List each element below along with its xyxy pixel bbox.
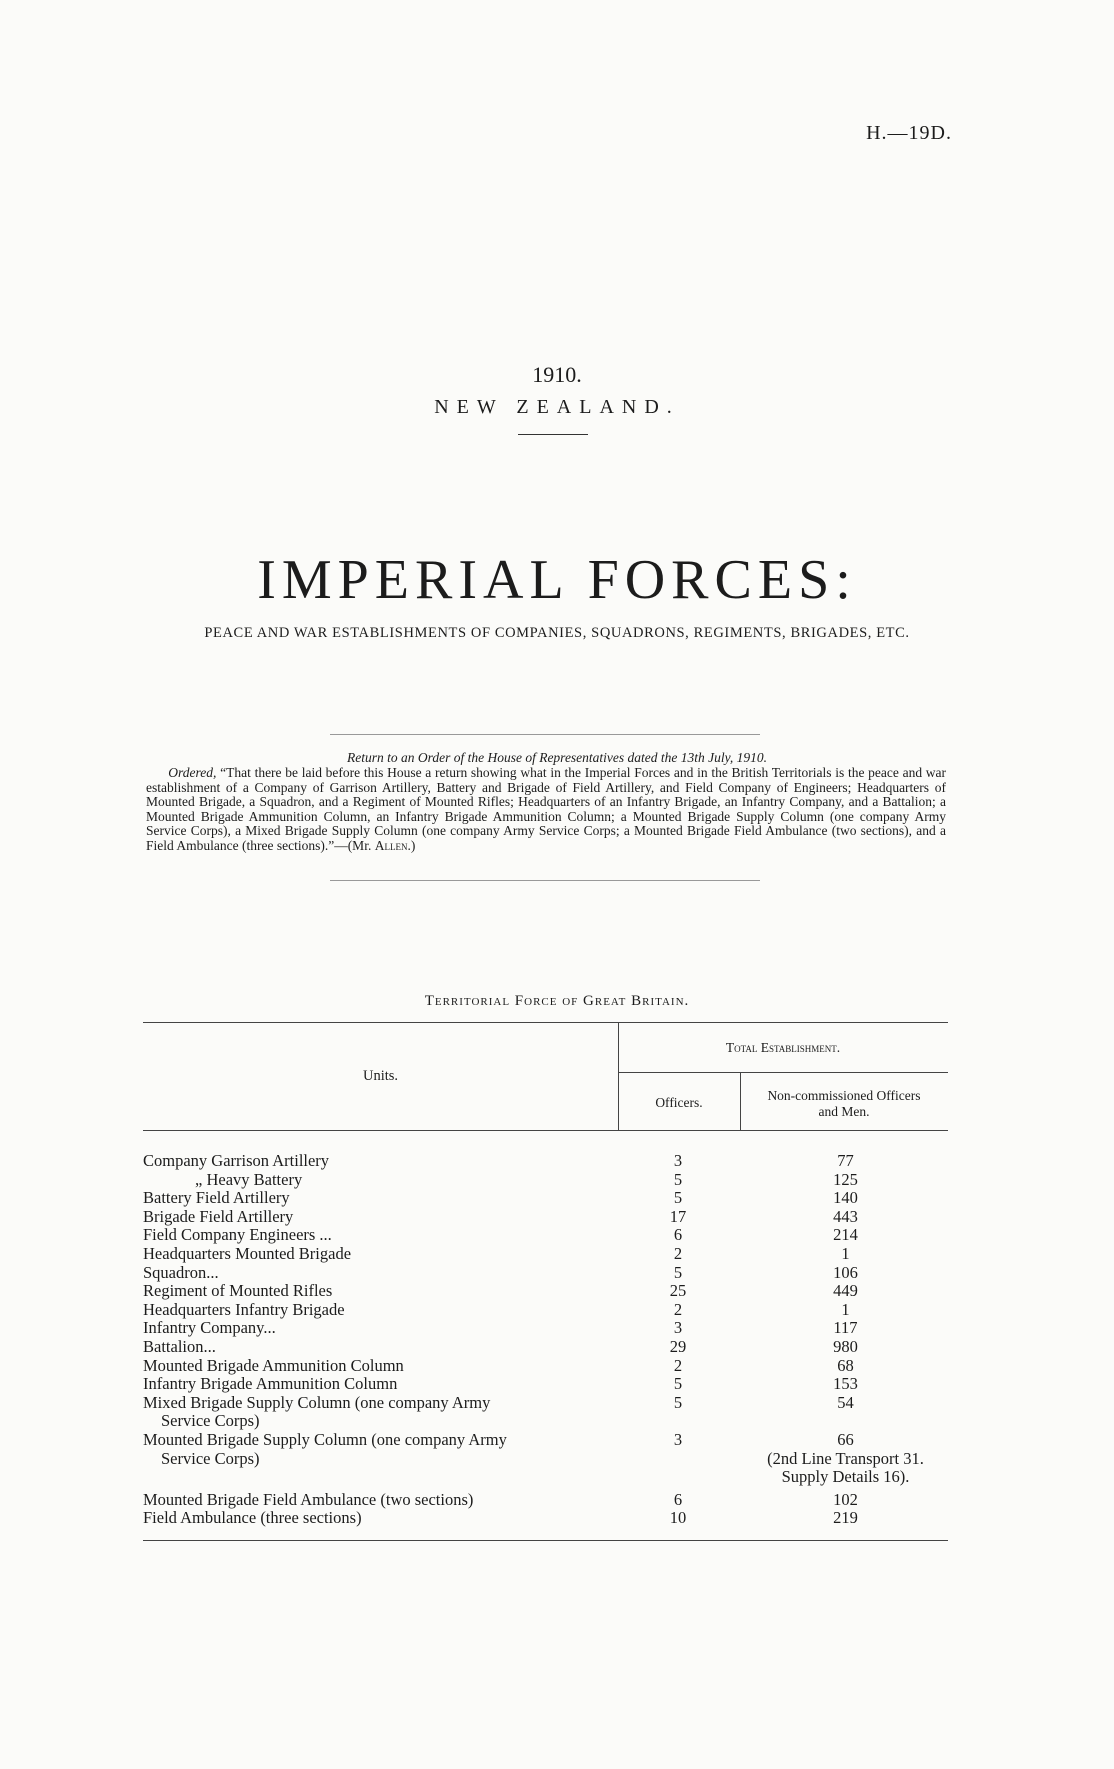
table-divider-units xyxy=(618,1022,619,1130)
row-officers: 2 xyxy=(673,1299,683,1319)
row-men: 77 xyxy=(837,1151,854,1170)
table-row xyxy=(143,1225,948,1244)
row-unit: Mounted Brigade Supply Column (one company Army xyxy=(143,1430,507,1449)
row-unit: Mixed Brigade Supply Column (one company Army xyxy=(143,1392,491,1412)
table-header-rule xyxy=(143,1130,948,1131)
row-unit: Battery Field Artillery xyxy=(143,1188,290,1208)
table-row xyxy=(143,1508,948,1527)
table-row xyxy=(143,1300,948,1319)
row-officers: 3 xyxy=(673,1430,683,1449)
row-men: 1 xyxy=(841,1299,850,1319)
paper-reference: H.—19D. xyxy=(866,122,952,144)
row-men: 1 xyxy=(841,1244,850,1263)
order-member: Allen xyxy=(374,837,408,853)
order-lead: Ordered, xyxy=(168,765,217,780)
table-row xyxy=(143,1467,948,1486)
row-men: 66 xyxy=(837,1430,854,1449)
table-row xyxy=(143,1337,948,1356)
document-year: 1910. xyxy=(532,362,582,387)
row-men: 443 xyxy=(833,1206,858,1226)
table-group-rule xyxy=(618,1072,948,1073)
row-unit: Regiment of Mounted Rifles xyxy=(143,1281,333,1301)
row-men: 153 xyxy=(833,1374,858,1394)
row-unit: Headquarters Mounted Brigade xyxy=(143,1244,352,1263)
table-row xyxy=(143,1188,948,1207)
row-unit: Field Ambulance (three sections) xyxy=(143,1508,362,1528)
row-men: 54 xyxy=(837,1392,854,1412)
table-row xyxy=(143,1356,948,1375)
header-units: Units. xyxy=(362,1068,399,1084)
row-men: 106 xyxy=(833,1262,858,1282)
header-total-establishment: Total Establishment. xyxy=(725,1040,841,1055)
document-title: IMPERIAL FORCES: xyxy=(257,549,857,611)
table-row xyxy=(143,1170,948,1189)
row-unit: Infantry Brigade Ammunition Column xyxy=(143,1374,398,1394)
row-officers: 2 xyxy=(673,1355,683,1375)
header-men-line1: Non-commissioned Officers xyxy=(767,1088,921,1103)
row-officers: 3 xyxy=(673,1318,683,1338)
table-row xyxy=(143,1263,948,1282)
divider-top xyxy=(330,734,760,735)
header-officers: Officers. xyxy=(655,1095,703,1110)
row-officers: 5 xyxy=(673,1374,683,1394)
row-officers: 5 xyxy=(673,1392,683,1412)
table-row xyxy=(143,1374,948,1393)
return-order-line: Return to an Order of the House of Representatives dated the 13th July, 1910. xyxy=(346,750,768,765)
table-row xyxy=(143,1430,948,1449)
row-unit: Mounted Brigade Ammunition Column xyxy=(143,1355,404,1375)
row-unit: Field Company Engineers ... xyxy=(143,1225,332,1245)
row-men: 125 xyxy=(833,1169,858,1189)
table-bottom-rule xyxy=(143,1540,948,1541)
table-title: Territorial Force of Great Britain. xyxy=(424,993,690,1009)
row-unit: Brigade Field Artillery xyxy=(143,1206,294,1226)
row-officers: 6 xyxy=(673,1489,683,1509)
row-unit: Squadron... xyxy=(143,1262,219,1282)
row-officers: 6 xyxy=(673,1225,683,1245)
table-row xyxy=(143,1393,948,1412)
row-unit: Service Corps) xyxy=(161,1411,260,1431)
table-row xyxy=(143,1207,948,1226)
row-officers: 5 xyxy=(673,1169,683,1189)
table-row xyxy=(143,1151,948,1170)
row-officers: 10 xyxy=(669,1508,687,1528)
header-men xyxy=(740,1088,948,1120)
document-country: NEW ZEALAND. xyxy=(434,396,680,418)
row-officers: 5 xyxy=(673,1262,683,1282)
document-subtitle: PEACE AND WAR ESTABLISHMENTS OF COMPANIES, SQUADRONS, REGIMENTS, BRIGADES, ETC. xyxy=(204,625,910,641)
row-unit: „ Heavy Battery xyxy=(195,1169,303,1189)
row-men: 140 xyxy=(833,1188,858,1208)
table-row xyxy=(143,1490,948,1509)
row-unit: Mounted Brigade Field Ambulance (two sections) xyxy=(143,1489,474,1509)
row-officers: 3 xyxy=(673,1151,683,1170)
order-paragraph xyxy=(146,766,946,854)
row-officers: 25 xyxy=(669,1281,687,1301)
row-officers: 5 xyxy=(673,1188,683,1208)
table-top-rule xyxy=(143,1022,948,1023)
row-men: 117 xyxy=(833,1318,858,1338)
table-row xyxy=(143,1318,948,1337)
row-men: Supply Details 16). xyxy=(781,1467,910,1487)
row-unit: Battalion... xyxy=(143,1337,216,1356)
row-officers: 2 xyxy=(673,1244,683,1263)
row-officers: 17 xyxy=(669,1206,687,1226)
row-men: (2nd Line Transport 31. xyxy=(767,1448,924,1468)
row-unit: Service Corps) xyxy=(161,1448,260,1468)
row-men: 219 xyxy=(833,1508,858,1528)
row-men: 980 xyxy=(833,1337,858,1356)
divider-bottom xyxy=(330,880,760,881)
order-text: “That there be laid before this House a return showing what in the Imperial Forces and in the British Territorials is the peace and war establishment of a Company of Garrison Artillery, Battery and Brigade of Field Artillery, and Field Company of Engineers; Headquarters of Mounted Brigade, a Squadron, and a Regiment of Mounted Rifles; Headquarters of an Infantry Brigade, an Infantry Company, and a Battalion; a Mounted Brigade Ammunition Column, an Infantry Brigade Ammunition Column; a Mounted Brigade Supply Column (one company Army Service Corps), a Mixed Brigade Supply Column (one company Army Service Corps; a Mounted Brigade Field Ambulance (two sections), and a Field Ambulance (three sections).”—(Mr. xyxy=(146,765,947,853)
table-row xyxy=(143,1449,948,1468)
row-unit: Company Garrison Artillery xyxy=(143,1151,330,1170)
order-tail: .) xyxy=(407,837,416,853)
row-men: 214 xyxy=(833,1225,858,1245)
row-men: 102 xyxy=(833,1489,858,1509)
row-unit: Headquarters Infantry Brigade xyxy=(143,1299,345,1319)
title-divider xyxy=(518,434,588,435)
table-row xyxy=(143,1281,948,1300)
table-row xyxy=(143,1244,948,1263)
row-men: 68 xyxy=(837,1355,854,1375)
row-men: 449 xyxy=(833,1281,858,1301)
row-unit: Infantry Company... xyxy=(143,1318,276,1338)
row-officers: 29 xyxy=(669,1337,687,1356)
table-row xyxy=(143,1411,948,1430)
header-men-line2: and Men. xyxy=(818,1104,870,1119)
